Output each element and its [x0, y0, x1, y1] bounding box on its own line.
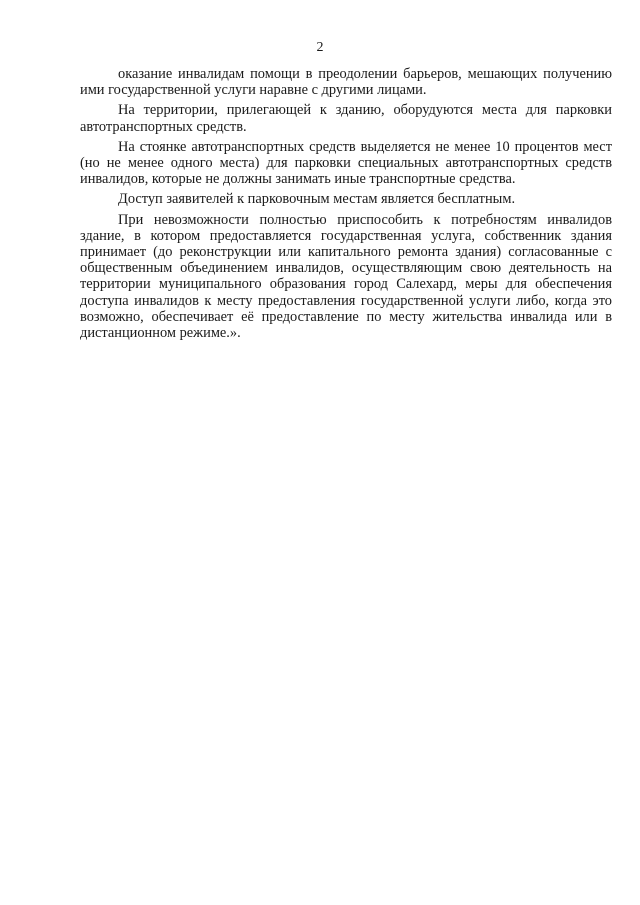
page-number: 2 — [316, 40, 324, 55]
paragraph-parking-free-access: Доступ заявителей к парковочным местам является бесплатным. — [118, 191, 516, 208]
document-body — [80, 66, 612, 345]
paragraph-assistance: оказание инвалидам помощи в преодолении барьеров, мешающих получению ими государственной услуги наравне с другими лицами. — [80, 66, 612, 99]
paragraph-parking-territory: На территории, прилегающей к зданию, оборудуются места для парковки автотранспортных средств. — [80, 102, 612, 135]
paragraph-building-adaptation: При невозможности полностью приспособить к потребностям инвалидов здание, в котором предоставляется государственная услуга, собственник здания принимает (до реконструкции или капитального ремонта здания) согласованные с общественным объединением инвалидов, осуществляющим свою деятельность на территории муниципального образования город Салехард, меры для обеспечения доступа инвалидов к месту предоставления государственной услуги либо, когда это возможно, обеспечивает её предоставление по месту жительства инвалида или в дистанционном режиме.». — [80, 211, 612, 342]
paragraph-parking-allocation: На стоянке автотранспортных средств выделяется не менее 10 процентов мест (но не менее одного места) для парковки специальных автотранспортных средств инвалидов, которые не должны занимать иные транспортные средства. — [80, 138, 612, 188]
